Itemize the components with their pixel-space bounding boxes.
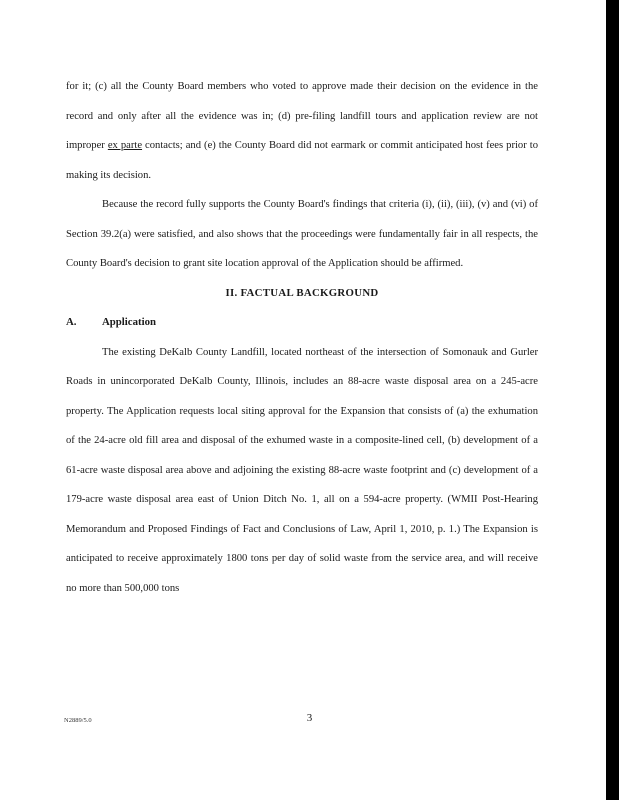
subsection-title: Application <box>102 316 156 328</box>
page-edge-bar <box>606 0 619 800</box>
paragraph-conclusion <box>66 72 538 190</box>
document-body <box>66 72 538 603</box>
paragraph-text: contacts; and (e) the County Board did not earmark or commit anticipated host fees prior to making its decision. <box>66 140 538 181</box>
paragraph-text: for it; (c) all the County Board members who voted to approve made their decision on the evidence in the record and only after all the evidence was in; (d) pre-filing landfill tours and application review are not improper <box>66 81 538 151</box>
subsection-letter: A. <box>66 316 77 328</box>
paragraph-affirm: Because the record fully supports the County Board's findings that criteria (i), (ii), (iii), (v) and (vi) of Section 39.2(a) were satisfied, and also shows that the proceedings were fundamentally fair in all respects, the County Board's decision to grant site location approval of the Application should be affirmed. <box>66 199 538 269</box>
paragraph-application: The existing DeKalb County Landfill, located northeast of the intersection of Somonauk and Gurler Roads in unincorporated DeKalb County, Illinois, includes an 88-acre waste disposal area on a 245-acre property. The Application requests local siting approval for the Expansion that consists of (a) the exhumation of the 24-acre old fill area and disposal of the exhumed waste in a composite-lined cell, (b) development of a 61-acre waste disposal area above and adjoining the existing 88-acre waste footprint and (c) development of a 179-acre waste disposal area east of Union Ditch No. 1, all on a 594-acre property. (WMII Post-Hearing Memorandum and Proposed Findings of Fact and Conclusions of Law, April 1, 2010, p. 1.) The Expansion is anticipated to receive approximately 1800 tons per day of solid waste from the service area, and will receive no more than 500,000 tons <box>66 346 538 594</box>
section-heading: II. FACTUAL BACKGROUND <box>225 286 379 299</box>
ex-parte-underlined: ex parte <box>107 140 143 151</box>
page-number: 3 <box>306 712 313 724</box>
document-code: N2889/5.0 <box>64 717 92 724</box>
subsection-heading <box>66 308 538 338</box>
